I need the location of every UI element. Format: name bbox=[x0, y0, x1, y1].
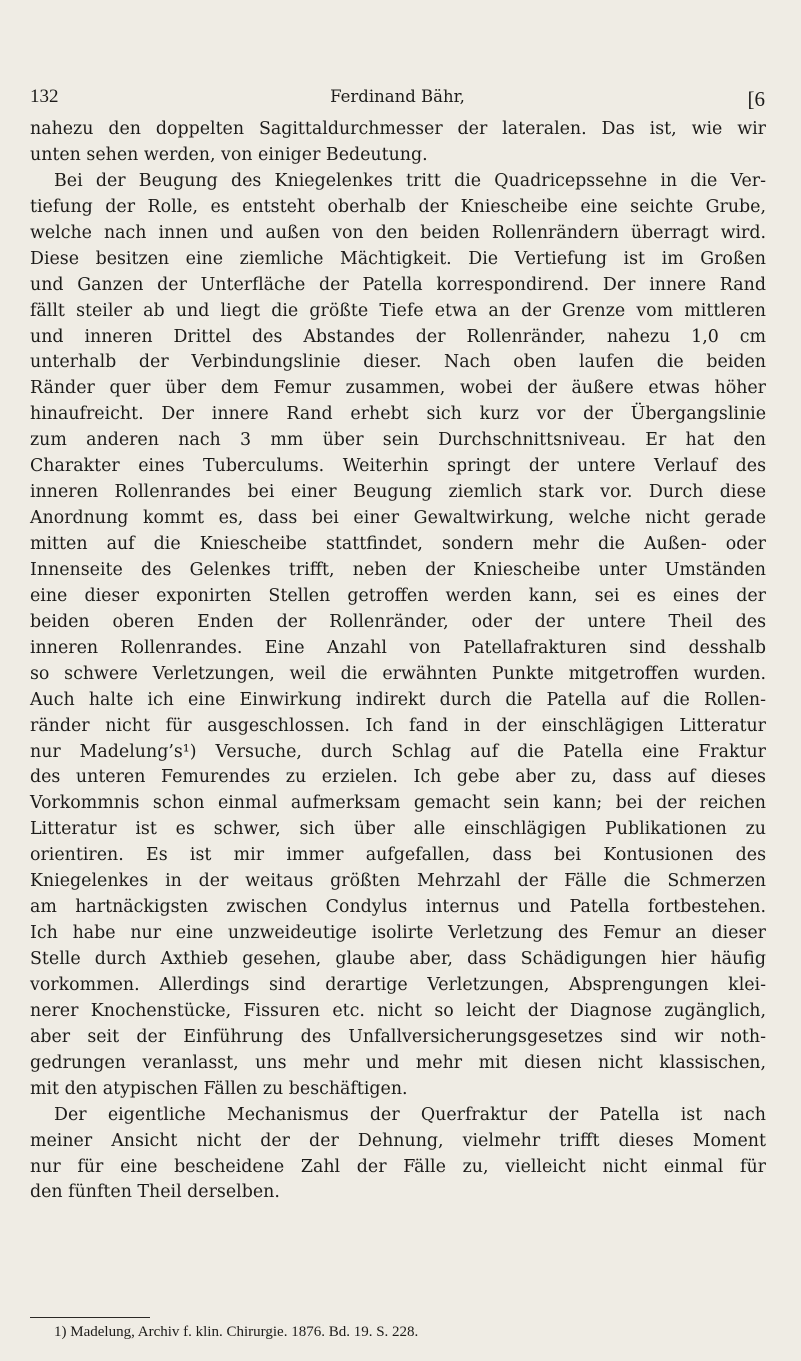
text-line: zum anderen nach 3 mm über sein Durchschnittsniveau. Er hat den bbox=[30, 430, 766, 451]
text-line: Vorkommnis schon einmal aufmerksam gemacht sein kann; bei der reichen bbox=[30, 793, 766, 814]
text-line: gedrungen veranlasst, uns mehr und mehr mit diesen nicht klassischen, bbox=[30, 1052, 766, 1073]
text-line: eine dieser exponirten Stellen getroffen werden kann, sei es eines der bbox=[30, 585, 766, 606]
text-line: Charakter eines Tuberculums. Weiterhin springt der untere Verlauf des bbox=[30, 456, 766, 477]
text-line: des unteren Femurendes zu erzielen. Ich gebe aber zu, dass auf dieses bbox=[30, 767, 766, 788]
text-line: beiden oberen Enden der Rollenränder, oder der untere Theil des bbox=[30, 611, 766, 632]
text-line: ränder nicht für ausgeschlossen. Ich fand in der einschlägigen Litteratur bbox=[30, 715, 766, 736]
text-line: Stelle durch Axthieb gesehen, glaube aber, dass Schädigungen hier häufig bbox=[30, 949, 766, 969]
text-line: Ränder quer über dem Femur zusammen, wobei der äußere etwas höher bbox=[30, 378, 766, 399]
text-line: aber seit der Einführung des Unfallversicherungsgesetzes sind wir noth- bbox=[30, 1026, 766, 1047]
text-line: mit den atypischen Fällen zu beschäftigen. bbox=[30, 1078, 408, 1099]
text-line: Innenseite des Gelenkes trifft, neben der Kniescheibe unter Umständen bbox=[30, 559, 766, 580]
text-line: und inneren Drittel des Abstandes der Rollenränder, nahezu 1,0 cm bbox=[30, 326, 766, 347]
text-line: meiner Ansicht nicht der der Dehnung, vielmehr trifft dieses Moment bbox=[30, 1130, 766, 1151]
text-line: nur Madelung’s¹) Versuche, durch Schlag auf die Patella eine Fraktur bbox=[30, 741, 766, 762]
text-line: nahezu den doppelten Sagittaldurchmesser der lateralen. Das ist, wie wir bbox=[30, 119, 766, 139]
page-header bbox=[30, 86, 765, 112]
footnote-divider bbox=[30, 1317, 150, 1318]
text-line: Kniegelenkes in der weitaus größten Mehrzahl der Fälle die Schmerzen bbox=[30, 871, 766, 892]
running-title: Ferdinand Bähr, bbox=[330, 87, 465, 106]
text-line: inneren Rollenrandes bei einer Beugung ziemlich stark vor. Durch diese bbox=[30, 482, 766, 503]
text-line: und Ganzen der Unterfläche der Patella korrespondirend. Der innere Rand bbox=[30, 274, 766, 295]
text-line: Auch halte ich eine Einwirkung indirekt durch die Patella auf die Rollen- bbox=[30, 689, 766, 710]
footnote: 1) Madelung, Archiv f. klin. Chirurgie. 1876. Bd. 19. S. 228. bbox=[54, 1324, 419, 1340]
text-line: nur für eine bescheidene Zahl der Fälle zu, vielleicht nicht einmal für bbox=[30, 1156, 766, 1177]
text-line: inneren Rollenrandes. Eine Anzahl von Patellafrakturen sind desshalb bbox=[30, 637, 766, 658]
page-number: 132 bbox=[30, 86, 59, 107]
text-line: Litteratur ist es schwer, sich über alle einschlägigen Publikationen zu bbox=[30, 819, 766, 840]
text-line: Ich habe nur eine unzweideutige isolirte Verletzung des Femur an dieser bbox=[30, 923, 766, 944]
text-line: mitten auf die Kniescheibe stattfindet, sondern mehr die Außen- oder bbox=[30, 534, 766, 554]
text-line: tiefung der Rolle, es entsteht oberhalb der Kniescheibe eine seichte Grube, bbox=[30, 196, 766, 217]
text-line: welche nach innen und außen von den beiden Rollenrändern überragt wird. bbox=[30, 222, 766, 243]
text-line: unterhalb der Verbindungslinie dieser. Nach oben laufen die beiden bbox=[30, 352, 766, 373]
body-text bbox=[30, 117, 766, 1206]
text-line: fällt steiler ab und liegt die größte Tiefe etwa an der Grenze vom mittleren bbox=[30, 300, 766, 321]
text-line: so schwere Verletzungen, weil die erwähnten Punkte mitgetroffen wurden. bbox=[30, 663, 766, 684]
text-line: unten sehen werden, von einiger Bedeutung. bbox=[30, 144, 428, 165]
text-line: Anordnung kommt es, dass bei einer Gewaltwirkung, welche nicht gerade bbox=[30, 508, 766, 529]
text-line: den fünften Theil derselben. bbox=[30, 1182, 280, 1203]
section-mark: [6 bbox=[747, 87, 765, 111]
text-line: hinaufreicht. Der innere Rand erhebt sich kurz vor der Übergangslinie bbox=[30, 404, 766, 425]
text-line: Der eigentliche Mechanismus der Querfraktur der Patella ist nach bbox=[54, 1104, 766, 1125]
text-line: Bei der Beugung des Kniegelenkes tritt die Quadricepssehne in die Ver- bbox=[54, 170, 766, 191]
text-line: vorkommen. Allerdings sind derartige Verletzungen, Absprengungen klei- bbox=[30, 974, 766, 995]
text-line: orientiren. Es ist mir immer aufgefallen, dass bei Kontusionen des bbox=[30, 845, 766, 866]
text-line: am hartnäckigsten zwischen Condylus internus und Patella fortbestehen. bbox=[30, 897, 766, 918]
text-line: Diese besitzen eine ziemliche Mächtigkeit. Die Vertiefung ist im Großen bbox=[30, 248, 766, 269]
text-line: nerer Knochenstücke, Fissuren etc. nicht so leicht der Diagnose zugänglich, bbox=[30, 1000, 766, 1021]
